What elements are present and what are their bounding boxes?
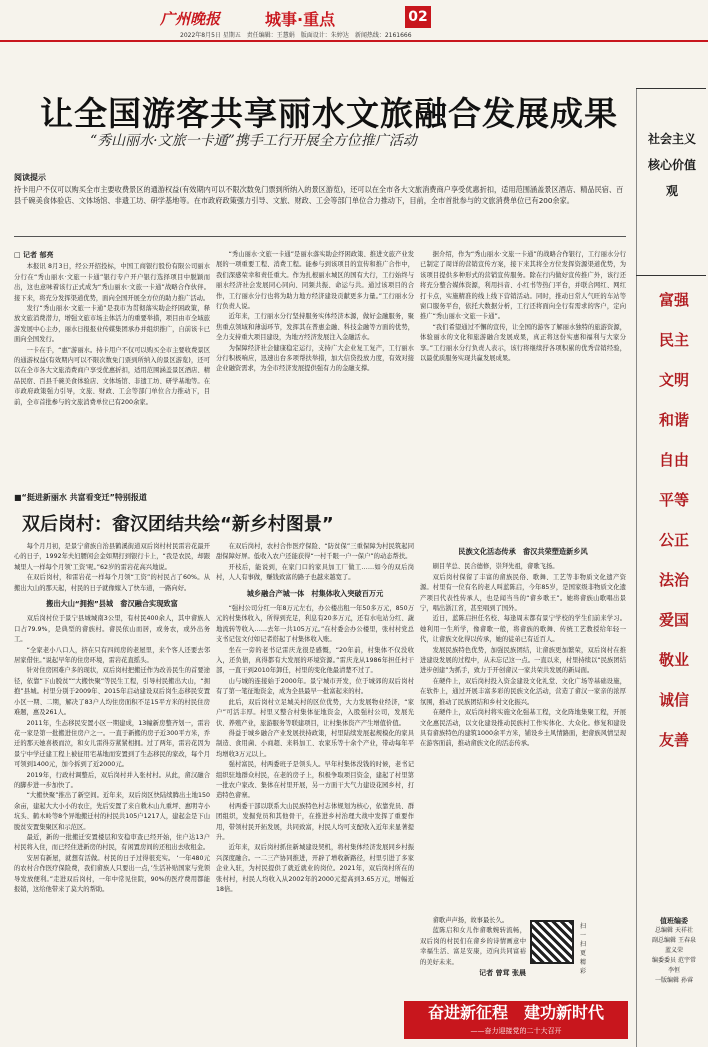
article2-col1	[14, 542, 210, 1042]
core-value: 文明	[658, 371, 689, 389]
article2-para: 得益于城乡融合产业发展扶持政策，村里陆续发展起规模化的家具制造、食用菌、小商超、来料加工、农家乐等十余个产业，带动每年平均增收3万元以上。	[216, 729, 414, 758]
core-value: 和谐	[658, 411, 689, 429]
article1-p1: 本报讯 8月3日，经公开招投标，中国工商银行股份有限公司丽水分行在“秀山丽水·文旅一卡通”银行专户开户银行选择项目中脱颖而出，这也意味着该行正式成为“秀山丽水·文旅一卡通”战略合作伙伴。接下来，将充分发挥渠道优势，面向全国开展全方位的助力推广活动。	[14, 263, 210, 302]
core-value: 平等	[658, 491, 689, 509]
article2-para: 发展民族特色优势，加强民族团结，让畲族更加繁荣，双后岗村在推进建设发展的过程中，从未忘记这一点。一直以来，村里持续以“民族团结进步创建”为抓手，致力于开创畲汉一家共荣共发展的新局面。	[420, 646, 626, 675]
article2-byline: 记者 曾茸 张晨	[479, 969, 526, 978]
qr-label: 扫一扫更精彩	[580, 923, 587, 975]
banner-line1: 奋进新征程 建功新时代	[427, 1003, 604, 1022]
editor-entry: 一版编辑 孙睿	[655, 977, 693, 984]
editor-entry: 蓝义荣	[664, 947, 683, 954]
article2-para: 此后，双后岗村立足城关村的区位优势，大力发展物业经济，“家户”可活丰厚。村里又整合村集体征地资金，入股强村公司，发展光伏、养殖产业，旅游服务等联建项目，让村集体资产产生增值价值。	[216, 698, 414, 727]
article2-para: 针对住房困难户多的现状，双后岗村把搬迁作为改善民生的首要途径，依靠“下山脱贫”“大搬快聚”等民生工程，引导村民搬出大山，“拥抱”县城。村里分别于2009年、2015年启动建设双后岗生态移民安置小区一期、二期，解决了83户人均住房面积不足15平方米的村民住房难题，惠及261人。	[14, 667, 210, 717]
article1-p6: 为保障经济社会健康稳定运行，支持广大企业复工复产，工行丽水分行积极响应，迅速出台多项帮扶举措，加大信贷投放力度，有效对接企业融资需求，为全市经济发展提供强有力的金融支撑。	[216, 344, 414, 373]
article1-col1	[14, 250, 210, 485]
article2-para: 强村富民，村两委班子是领头人。早年村集体没钱的时候，老书记组织驻地群众村民，在老的房子上，积极争取项目资金，建起了村里第一批农户家改、集体在村里开展，另一方面干大气力建设花园乡村，打造特色畲寨。	[216, 761, 414, 800]
editor-entry: 副总编辑 王春泉	[652, 937, 696, 944]
editors-box	[644, 916, 704, 986]
article2-subhead: 城乡融合产城一体 村集体收入突破百万元	[246, 588, 384, 598]
article1-col2	[216, 250, 414, 485]
article2-para: 畲歌声声扬，故事最长久。	[432, 917, 509, 924]
paper-name: 广州晚报	[160, 10, 221, 28]
article1-col3	[420, 250, 626, 485]
section-name: 城事·重点	[265, 10, 336, 29]
article2-para: 在双后岗村，农村合作医疗保险、“防贫保”三重保障为村民筑起同甜保障好屏。低收入农户还能获得“一村千眼一户一保户”的动态帮扶。	[216, 543, 414, 561]
core-value: 爱国	[658, 611, 689, 629]
article2-para: 在硬件上，双后岗村投入资金建设文化礼堂、文化广场等基础设施，在软件上，通过开展丰富多彩的民族文化活动，营造了畲汉一家亲的浓厚氛围，推动了民族团结和乡村文化振兴。	[420, 677, 626, 706]
subhead: “秀山丽水·文旅一卡通”携手工行开展全方位推广活动	[90, 133, 417, 149]
article2-para: 在双后岗村，和雷岩花一样每个月领“工资”的村民占了60%。从搬出大山的那天起，村民的日子就像嫁入了快车道，一路向好。	[14, 574, 210, 592]
article2-subhead: 民族文化活态传承 畲汉共荣塑造新乡风	[458, 547, 588, 556]
headline: 让全国游客共享丽水文旅融合发展成果	[40, 94, 618, 133]
sidebar-rule	[636, 88, 706, 89]
article2-para: 每个月月初，是景宁畲族自治县鹤溪街道双后岗村村民雷岩花最开心的日子，1992年夫妇腰闲会金如期打到银行卡上，“我是农民，却跟城里人一样每个月领‘工资’呢。”62岁的雷岩花高兴地说。	[14, 543, 210, 571]
core-value: 自由	[658, 451, 689, 469]
article2-col3-end	[420, 916, 526, 1000]
article2-para: 近日，蓝陈启担任名校、每逢周末都有景宁学校的学生们前来学习。她利用一生所学，像畲歌一般，将畲族的歌舞、传统工艺教授给年轻一代，让畲族文化得以传承，她的徒弟已有近百人。	[420, 615, 626, 644]
qr-code[interactable]	[530, 920, 574, 964]
article2-para: 双后岗村位于景宁县城城南3公里，有村民400余人，其中畲族人口占79.9%，是典型的畲族村。畲民依山而居，或务农，或外出务工。	[14, 615, 210, 644]
core-value: 友善	[658, 731, 689, 749]
article1-p8: “我们希望通过不懈的宣传，让全国的游客了解丽水独特的旅游资源，体验丽水的文化和旅游融合发展成果，真正将这份实惠和福利与大家分享。”工行丽水分行负责人表示，该行将继续抒各项积累的优秀营销经验，以最优质服务实现共赢发展成果。	[420, 323, 626, 363]
lead-label: 阅读提示	[14, 173, 46, 182]
core-value: 诚信	[658, 691, 689, 709]
editor-entry: 总编辑 天祥社	[655, 927, 693, 934]
lead-rule	[14, 236, 626, 237]
editor-entry: 编委委员 范宇常	[652, 957, 696, 964]
campaign-banner	[404, 1001, 628, 1039]
masthead-rule	[0, 40, 708, 42]
article1-p2: 发行“秀山丽水·文旅一卡通”是我市为贯彻落实助企纾困政策，释放文旅消费潜力，增强文旅市场主体活力的重要举措，项目由市全域旅游发展中心主办，丽水日报报业传媒集团承办并组织推广，自前该卡已面向全国发行。	[14, 305, 210, 344]
article2-para: 在硬件上，双后岗村将实施文化强基工程，文化阵地集聚工程，开展文化惠民活动，以文化建设推动民族村工作实体化、大众化。修复和建设具有畲族特色的建筑1000余平方米，铺设乡土风情路面，把畲族风情呈现在游客面前，推动畲族文化的活态传承。	[420, 709, 626, 748]
article2-para: 村两委干部以联系大山民族特色村志体规划为核心，依靠党员、群团组织，发掘党员和其他骨干，在推进乡村治理大战中发挥了重要作用，带领村民开拓发展，共同致富，村民人均可支配收入近年来显著提升。	[216, 802, 414, 841]
banner-line2: ——奋力迎接党的二十大召开	[470, 1027, 562, 1035]
article2-para: 双后岗村保留了丰富的畲族民俗、歌舞、工艺等非物质文化遗产资源。村里有一位有名的老人叫蓝陈启，今年85岁，是国家级非物质文化遗产项目代表性传承人，也是闻当当的“畲乡歌王”。她将畲族山歌唱出景宁，唱出浙江省，甚至唱到了国外。	[420, 573, 626, 613]
article2-para: 2019年，行政村调整后，双后岗村并入张村村。从此，畲汉融合的脚步进一步加快了。	[14, 771, 210, 789]
article2-col3	[420, 542, 626, 914]
masthead-info: 2022年8月5日 星期五 责任编辑：王慧娟 版面设计：朱婷达 新闻热线：2161666	[180, 32, 412, 39]
article2-para: 山与城的连接始于2000年。景宁城市开发，位于城郊的双后岗村有了第一笔征地资金，成为全县最早一批富起来的村。	[216, 677, 414, 696]
article2-para: 最近，新的一批搬迁安置楼层和安稳审查已经开始，住户达13户村民将入住，而已经住进新房的村民，有闲置房间的还租出去收租金。	[14, 833, 210, 852]
article1-p7: 据介绍，作为“秀山丽水·文旅一卡通”的战略合作银行，工行丽水分行已制定了周详的营销宣传方案，接下来其将全方位发挥资源渠道优势，为该项目提供多种形式的营销宣传服务。除在行内做好宣传推广外，该行还将充分整合媒体资源，利用抖音、小红书等热门平台，并联合网红、网红打卡点，实施精准的线上线下营销活动。同时，推动日常人气旺的车站等窗口服务平台，依托大数据分析，工行还将面向全行有需求的客户，定向推广“秀山丽水·文旅一卡通”。	[420, 251, 626, 321]
article2-col2	[216, 542, 414, 1042]
sidebar-border	[636, 88, 637, 1047]
article2-para: 刷目苹总、民合德修，崇拜先祖，畲歌飞扬。	[432, 563, 559, 571]
article2-para: “大搬快聚”推出了新空间。近年来，双后岗区快陆续腾出土地150余亩，建起大大小小的农庄，先后安置了来自敕木山九重坪、惠明寺小坑头、鹤木岭等8个异地搬迁村的村民共105户1217人，建起金是下山脱贫安置集聚区和示范区。	[14, 792, 210, 831]
sidebar-title: 社会主义核心价值观	[648, 132, 697, 198]
core-value: 民主	[658, 331, 689, 349]
article2-para: 开枝后，能说到，在家门口的家具加工厂做工……如今的双后岗村，人人有事做，赚钱致富的路子也越来越宽了。	[216, 563, 414, 582]
article2-para: 2011年，生态移民安置小区一期建成，13幢新房整齐划一，雷岩花一家是第一批搬进住房户之一。一直于新搬的房子近300平方米，乔迁的那天她喜极而泣，和女儿雷得芬紧紧相拥。过了两年，雷岩花因为景宁中学迁建工程上被征用宅基地而安置到了生态移民的家改，每个月可领到1400元，加今拆到了近2000元。	[14, 719, 210, 769]
article2-para: 近年来，双后岗村抓住新城建设契机，将村集体经济发展同乡村振兴深度融合。一二三产协同推进，开辟了增收新路径，村里引进了多家企业入驻，为村民提供了就近就业的岗位。2021年，双后岗村所在的张村村，村民人均收入从2002年的2000元提高到3.65万元，增幅近18倍。	[216, 844, 414, 893]
core-value: 富强	[658, 291, 689, 309]
article2-para: 坐在一旁的老书记雷庆龙很是感慨，“20年前，村集体不仅没收入，还负债，真得都有大发展的环境资源。”雷庆龙从1986年担任村干部，一直干到2010年卸任，村里的变化他最清楚不过了。	[216, 646, 414, 675]
core-value: 敬业	[658, 651, 689, 669]
article2-tag: ■“挺进新丽水 共富看变迁”特别报道	[14, 493, 147, 502]
editors-title: 值班编委	[660, 917, 688, 925]
core-values-list	[654, 290, 694, 770]
article1-byline: □ 记者 郁亮	[14, 251, 54, 259]
article2-para: “强村公司分红一年8万元左右，办公楼出租一年50多万元，850万元的村集体收入，所得到充足，利息有20多万元，还有水电站分红、蔬地流转等收入……去年一共105万元。”在村委会办公楼里，张村村党总支书记包文付如记者搭起了村集体收入账。	[216, 605, 414, 644]
article2-subhead: 搬出大山“拥抱”县城 畲汉融合实现致富	[46, 599, 178, 609]
article1-p3: 一卡在手，“惠”游丽水。持卡用户不仅可以购买全市主要收费景区的通游权益(有效期内可以不限次数免门票到所纳入的景区游览)，还可以在全市各大文旅消费商户享受优惠折扣，适用范围涵盖景区酒店、精品民宿、百县千碗美食体验店、文体场馆、非遗工坊、研学基地等。在市政府政策强力引导，文旅、财政、工会等部门单位合力推动下，目前，全市首批参与的文旅消费单位已有200余家。	[14, 346, 210, 406]
lead-text: 持卡用户不仅可以购买全市主要收费景区的通游权益(有效期内可以不限次数免门票到所纳入的景区游览)，还可以在全市各大文旅消费商户享受优惠折扣，适用范围涵盖景区酒店、精品民宿、百县千碗美食体验店、文体场馆、非遗工坊、研学基地等。在市政府政策强力引导、文旅、财政、工会等部门单位合力推动下，目前，全市首批参与的文旅消费单位已有200余家。	[14, 185, 624, 205]
article1-p5: 近年来，工行丽水分行坚持服务实体经济本源，做好金融服务，聚焦重点领域和薄弱环节，发挥其在普惠金融、科技金融等方面的优势，全力支持重大项目建设，为地方经济发展注入金融活水。	[216, 313, 414, 342]
article2-title: 双后岗村：畲汉团结共绘“新乡村图景”	[22, 514, 334, 535]
article2-para: 蓝陈启和女儿作畲歌婉转流畅，双后岗的村民们在畲乡的诗情画意中幸福生活、富足安康，迈向共同富裕的美好未来。	[420, 927, 526, 966]
core-value: 公正	[658, 531, 689, 549]
core-value: 法治	[658, 571, 689, 589]
editor-entry: 李恒	[667, 967, 680, 974]
sidebar-rule	[636, 275, 706, 276]
article2-para: 安居有新屋，就想有活做。村民的日子过得很充实。 ‘一年480元的农村合作医疗保险费，我们畲族人只要出一点，’生活补贴国家与党领导发放便利。”走进双后岗村，一年中常见住院，90%的医疗费用都能报销，这给他带来了莫大的帮助。	[14, 854, 210, 893]
article2-para: “全家老小八口人，挤在只有四间房的老屋里，来个客人还要去邻居家借住。”说起早年的住房环境，雷岩花直摇头。	[14, 646, 210, 665]
article1-p4: “秀山丽水·文旅一卡通”是丽水落实助企纾困政策、推进文旅产业发展的一项重要工程、消费工程。能参与到该项目的宣传和推广合作中，我们深感荣幸和责任重大。作为扎根丽水城区的国有大行，工行始终与丽水经济社会发展同心同向、同频共振、命运与共。通过该项目的合作，工行丽水分行也将为助力地方经济建设贡献更多力量。”工行丽水分行负责人说。	[216, 251, 414, 311]
masthead	[0, 0, 708, 38]
page-number: 02	[405, 6, 431, 28]
